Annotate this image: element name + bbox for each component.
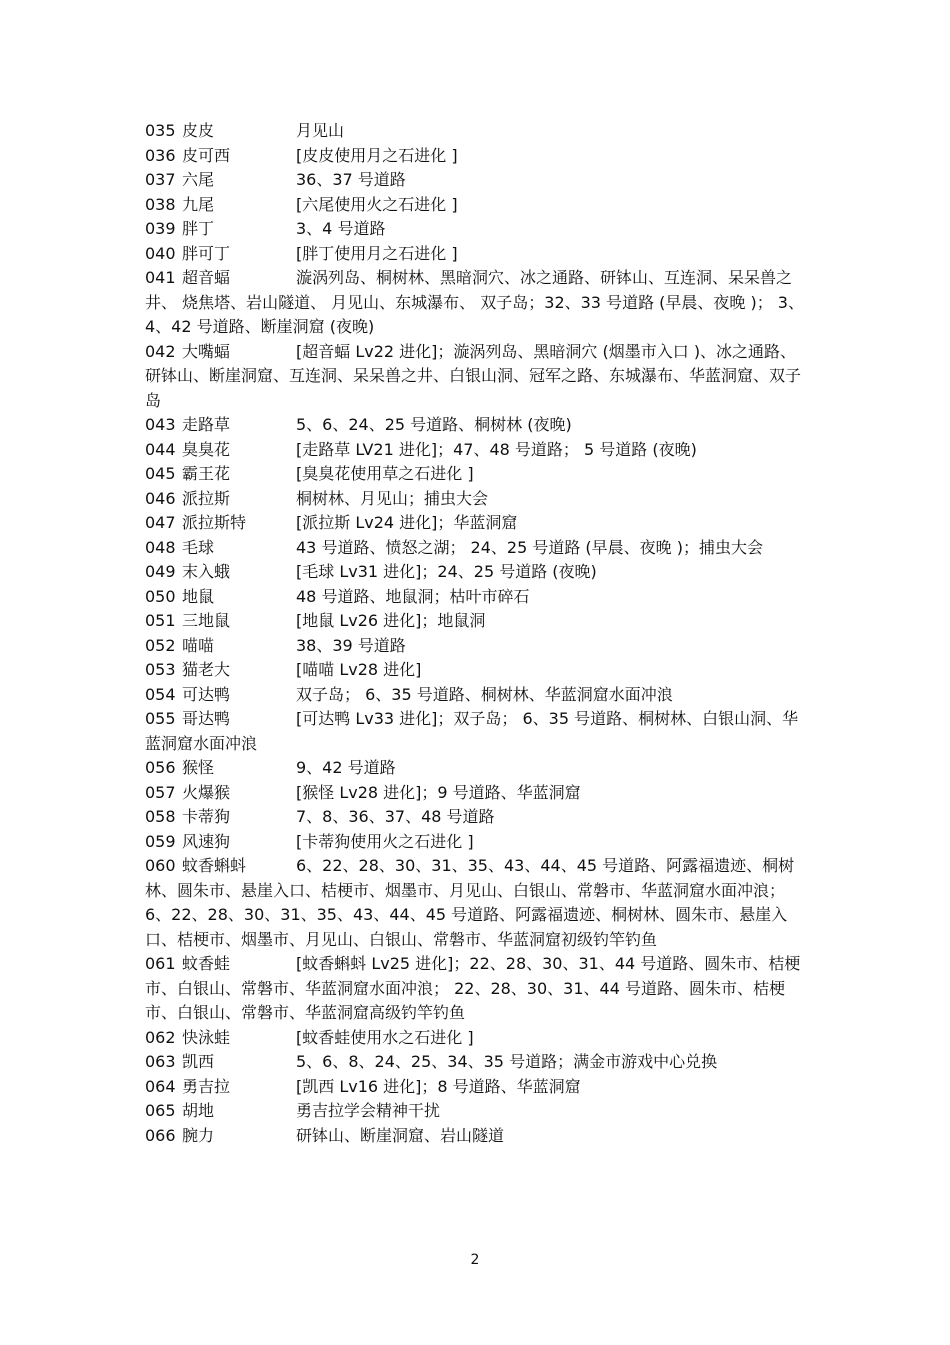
entry-number: 036 (145, 145, 176, 165)
list-item (145, 952, 810, 1026)
pokemon-name: 走路草 (182, 415, 231, 434)
pokemon-name: 蚊香蛙 (182, 954, 231, 973)
pokemon-name: 蚊香蝌蚪 (182, 856, 247, 875)
location-text: [喵喵 Lv28 进化] (296, 660, 422, 679)
pokemon-name: 皮皮 (182, 121, 215, 140)
pokemon-name: 胖丁 (182, 219, 215, 238)
list-item (145, 119, 810, 144)
location-text: [超音蝠 Lv22 进化]；漩涡列岛、黑暗洞穴 (烟墨市入口 )、冰之通路、研钵山、断崖洞窟、互连洞、呆呆兽之井、白银山洞、冠军之路、东城瀑布、华蓝洞窟、双子岛 (145, 341, 802, 410)
list-item (145, 413, 810, 438)
pokemon-location-list (145, 119, 810, 1148)
location-text: 9、42 号道路 (296, 758, 396, 777)
entry-number: 039 (145, 219, 176, 238)
entry-number: 060 (145, 856, 176, 875)
pokemon-name: 腕力 (182, 1125, 215, 1145)
location-text: 6、22、28、30、31、35、43、44、45 号道路、阿露福遗迹、桐树林、圆朱市、悬崖入口、桔梗市、烟墨市、月见山、白银山、常磐市、华蓝洞窟水面冲浪； 6、22、28、30、31、35、43、44、45 号道路、阿露福遗迹、桐树林、圆朱市、悬崖入口、桔梗市、烟墨市、月见山、白银山、常磐市、华蓝洞窟初级钓竿钓鱼 (145, 856, 795, 949)
entry-number: 051 (145, 611, 176, 630)
entry-number: 049 (145, 562, 176, 581)
location-text: 36、37 号道路 (296, 170, 406, 189)
pokemon-name: 末入蛾 (182, 562, 231, 581)
list-item (145, 683, 810, 708)
list-item (145, 830, 810, 855)
list-item (145, 609, 810, 634)
entry-number: 061 (145, 954, 176, 973)
location-text: 研钵山、断崖洞窟、岩山隧道 (296, 1125, 505, 1145)
entry-number: 063 (145, 1052, 176, 1071)
pokemon-name: 臭臭花 (182, 439, 231, 459)
list-item (145, 781, 810, 806)
pokemon-name: 皮可西 (182, 145, 231, 165)
pokemon-name: 派拉斯特 (182, 513, 247, 532)
location-text: 桐树林、月见山；捕虫大会 (296, 488, 489, 508)
location-text: [可达鸭 Lv33 进化]；双子岛； 6、35 号道路、桐树林、白银山洞、华蓝洞窟水面冲浪 (145, 709, 799, 753)
location-text: [六尾使用火之石进化 ] (296, 194, 458, 214)
list-item (145, 217, 810, 242)
list-item (145, 193, 810, 218)
pokemon-name: 霸王花 (182, 464, 231, 483)
entry-number: 043 (145, 415, 176, 434)
location-text: 7、8、36、37、48 号道路 (296, 807, 495, 826)
location-text: [卡蒂狗使用火之石进化 ] (296, 831, 474, 851)
list-item (145, 536, 810, 561)
pokemon-name: 三地鼠 (182, 611, 231, 630)
list-item (145, 144, 810, 169)
location-text: [蚊香蝌蚪 Lv25 进化]；22、28、30、31、44 号道路、圆朱市、桔梗市、白银山、常磐市、华蓝洞窟水面冲浪； 22、28、30、31、44 号道路、圆朱市、桔梗市、白银山、常磐市、华蓝洞窟高级钓竿钓鱼 (145, 954, 801, 1022)
entry-number: 055 (145, 709, 176, 728)
pokemon-name: 火爆猴 (182, 782, 231, 802)
list-item (145, 242, 810, 267)
entry-number: 047 (145, 513, 176, 532)
location-text: [毛球 Lv31 进化]；24、25 号道路 (夜晚) (296, 562, 597, 581)
location-text: [地鼠 Lv26 进化]；地鼠洞 (296, 611, 486, 630)
list-item (145, 560, 810, 585)
location-text: [蚊香蛙使用水之石进化 ] (296, 1027, 474, 1047)
list-item (145, 1124, 810, 1149)
location-text: 38、39 号道路 (296, 635, 406, 655)
list-item (145, 805, 810, 830)
pokemon-name: 猫老大 (182, 660, 231, 679)
entry-number: 058 (145, 807, 176, 826)
location-text: [胖丁使用月之石进化 ] (296, 243, 458, 263)
entry-number: 057 (145, 782, 176, 802)
list-item (145, 511, 810, 536)
entry-number: 066 (145, 1125, 176, 1145)
pokemon-name: 大嘴蝠 (182, 341, 231, 361)
entry-number: 038 (145, 194, 176, 214)
pokemon-name: 六尾 (182, 170, 215, 189)
list-item (145, 340, 810, 414)
location-text: 勇吉拉学会精神干扰 (296, 1101, 441, 1120)
location-text: 5、6、24、25 号道路、桐树林 (夜晚) (296, 415, 572, 434)
entry-number: 037 (145, 170, 176, 189)
list-item (145, 266, 810, 340)
list-item (145, 707, 810, 756)
location-text: 月见山 (296, 121, 345, 140)
pokemon-name: 卡蒂狗 (182, 807, 231, 826)
pokemon-name: 喵喵 (182, 635, 215, 655)
location-text: [派拉斯 Lv24 进化]；华蓝洞窟 (296, 513, 518, 532)
location-text: 双子岛； 6、35 号道路、桐树林、华蓝洞窟水面冲浪 (296, 684, 673, 704)
pokemon-name: 风速狗 (182, 831, 231, 851)
list-item (145, 585, 810, 610)
location-text: 43 号道路、愤怒之湖； 24、25 号道路 (早晨、夜晚 )；捕虫大会 (296, 537, 763, 557)
entry-number: 064 (145, 1076, 176, 1096)
entry-number: 052 (145, 635, 176, 655)
location-text: 5、6、8、24、25、34、35 号道路；满金市游戏中心兑换 (296, 1052, 718, 1071)
location-text: [皮皮使用月之石进化 ] (296, 145, 458, 165)
entry-number: 046 (145, 488, 176, 508)
entry-number: 056 (145, 758, 176, 777)
entry-number: 041 (145, 268, 176, 287)
entry-number: 062 (145, 1027, 176, 1047)
list-item (145, 658, 810, 683)
list-item (145, 1050, 810, 1075)
location-text: [走路草 LV21 进化]；47、48 号道路； 5 号道路 (夜晚) (296, 439, 697, 459)
pokemon-name: 超音蝠 (182, 268, 231, 287)
list-item (145, 854, 810, 952)
entry-number: 065 (145, 1101, 176, 1120)
pokemon-name: 猴怪 (182, 758, 215, 777)
list-item (145, 438, 810, 463)
pokemon-name: 勇吉拉 (182, 1076, 231, 1096)
pokemon-name: 胖可丁 (182, 243, 231, 263)
list-item (145, 1099, 810, 1124)
list-item (145, 462, 810, 487)
location-text: 漩涡列岛、桐树林、黑暗洞穴、冰之通路、研钵山、互连洞、呆呆兽之井、 烧焦塔、岩山隧道、 月见山、东城瀑布、 双子岛；32、33 号道路 (早晨、夜晚 )； 3、4、42 号道路、断崖洞窟 (夜晚) (145, 268, 804, 336)
list-item (145, 1026, 810, 1051)
entry-number: 048 (145, 537, 176, 557)
pokemon-name: 派拉斯 (182, 488, 231, 508)
list-item (145, 168, 810, 193)
entry-number: 054 (145, 684, 176, 704)
entry-number: 035 (145, 121, 176, 140)
location-text: [凯西 Lv16 进化]；8 号道路、华蓝洞窟 (296, 1076, 581, 1096)
pokemon-name: 可达鸭 (182, 684, 231, 704)
entry-number: 040 (145, 243, 176, 263)
pokemon-name: 毛球 (182, 537, 215, 557)
pokemon-name: 胡地 (182, 1101, 215, 1120)
pokemon-name: 地鼠 (182, 586, 215, 606)
list-item (145, 487, 810, 512)
page-number: 2 (470, 1252, 480, 1268)
pokemon-name: 哥达鸭 (182, 709, 231, 728)
entry-number: 059 (145, 831, 176, 851)
pokemon-name: 凯西 (182, 1052, 215, 1071)
list-item (145, 756, 810, 781)
pokemon-name: 九尾 (182, 194, 215, 214)
entry-number: 045 (145, 464, 176, 483)
pokemon-name: 快泳蛙 (182, 1027, 231, 1047)
entry-number: 042 (145, 341, 176, 361)
location-text: [臭臭花使用草之石进化 ] (296, 464, 474, 483)
location-text: [猴怪 Lv28 进化]；9 号道路、华蓝洞窟 (296, 782, 581, 802)
location-text: 3、4 号道路 (296, 219, 386, 238)
list-item (145, 634, 810, 659)
location-text: 48 号道路、地鼠洞；枯叶市碎石 (296, 586, 530, 606)
entry-number: 053 (145, 660, 176, 679)
entry-number: 044 (145, 439, 176, 459)
list-item (145, 1075, 810, 1100)
entry-number: 050 (145, 586, 176, 606)
